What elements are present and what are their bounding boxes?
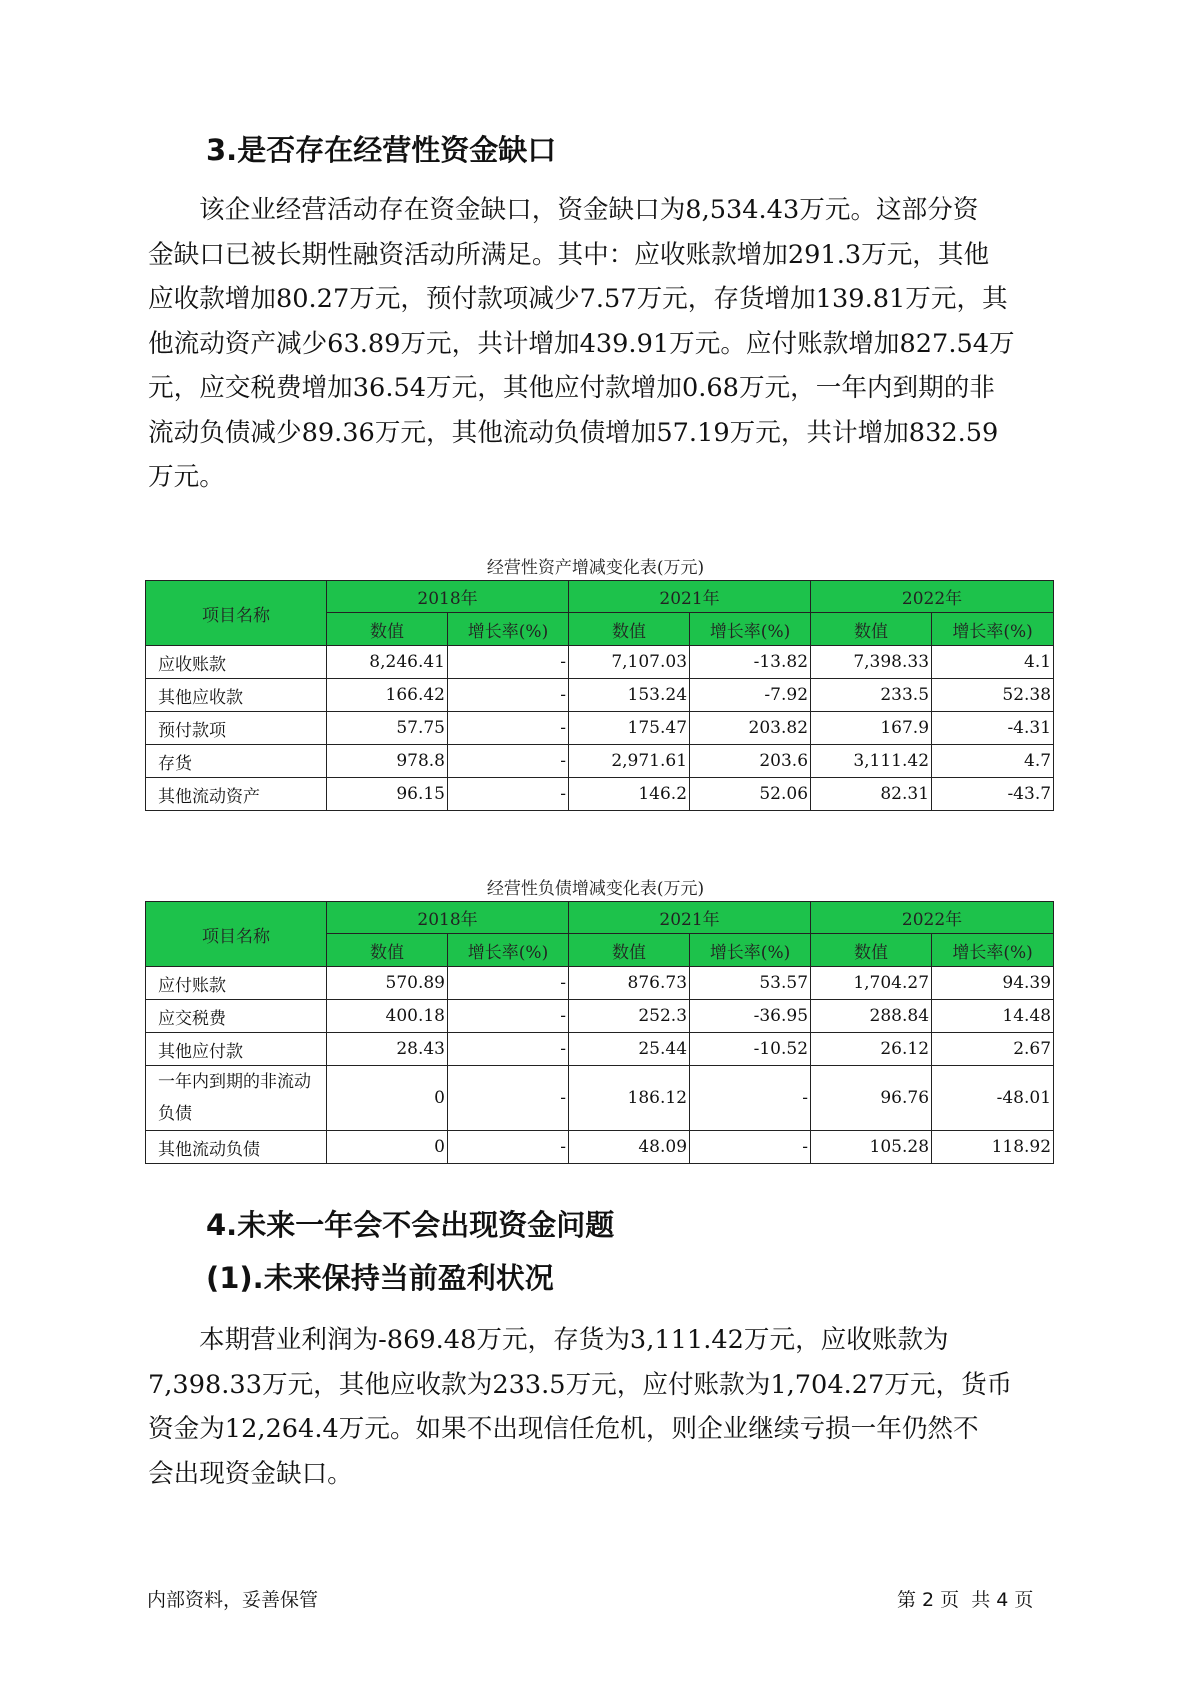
rate-header: 增长率(%) <box>448 934 569 967</box>
table-cell: 978.8 <box>327 745 448 778</box>
table-cell: 52.06 <box>690 778 811 811</box>
table-cell: 2.67 <box>932 1033 1054 1066</box>
table-cell: 57.75 <box>327 712 448 745</box>
table-cell: - <box>448 646 569 679</box>
table-cell: 28.43 <box>327 1033 448 1066</box>
table-cell: 167.9 <box>811 712 932 745</box>
paragraph-line: 会出现资金缺口。 <box>148 1458 353 1489</box>
table-cell: 7,398.33 <box>811 646 932 679</box>
asset-change-table <box>145 580 1054 811</box>
row-name: 其他应付款 <box>146 1033 327 1066</box>
value-header: 数值 <box>327 613 448 646</box>
table-cell: -4.31 <box>932 712 1054 745</box>
table-cell: 82.31 <box>811 778 932 811</box>
table-row <box>146 679 1054 712</box>
table-cell: -36.95 <box>690 1000 811 1033</box>
year-header: 2018年 <box>327 902 569 934</box>
table-row <box>146 778 1054 811</box>
table-header-row <box>146 581 1054 613</box>
table-cell: - <box>690 1066 811 1131</box>
year-header: 2018年 <box>327 581 569 613</box>
table-row <box>146 745 1054 778</box>
table-row <box>146 1000 1054 1033</box>
paragraph-line: 资金为12,264.4万元。如果不出现信任危机，则企业继续亏损一年仍然不 <box>148 1414 979 1444</box>
table-row <box>146 1131 1054 1164</box>
paragraph-line: 万元。 <box>148 462 225 492</box>
table-cell: -43.7 <box>932 778 1054 811</box>
table-cell: 0 <box>327 1066 448 1131</box>
table-header-row <box>146 902 1054 934</box>
table-cell: 4.7 <box>932 745 1054 778</box>
table-cell: 400.18 <box>327 1000 448 1033</box>
table-cell: - <box>448 967 569 1000</box>
table-cell: - <box>448 1000 569 1033</box>
rate-header: 增长率(%) <box>690 934 811 967</box>
table-cell: - <box>448 1033 569 1066</box>
table-cell: 14.48 <box>932 1000 1054 1033</box>
table-cell: 288.84 <box>811 1000 932 1033</box>
table-cell: 203.6 <box>690 745 811 778</box>
paragraph-line: 他流动资产减少63.89万元，共计增加439.91万元。应付账款增加827.54万 <box>148 328 1015 359</box>
table-cell: 7,107.03 <box>569 646 690 679</box>
section-4-heading: 4.未来一年会不会出现资金问题 <box>206 1208 615 1242</box>
table-cell: 186.12 <box>569 1066 690 1131</box>
row-name: 一年内到期的非流动负债 <box>146 1066 327 1131</box>
value-header: 数值 <box>569 934 690 967</box>
table-cell: 118.92 <box>932 1131 1054 1164</box>
footer-confidential-note: 内部资料，妥善保管 <box>147 1589 319 1611</box>
rate-header: 增长率(%) <box>932 934 1054 967</box>
section-3-paragraph <box>148 188 1048 500</box>
table-cell: 3,111.42 <box>811 745 932 778</box>
row-name: 其他流动负债 <box>146 1131 327 1164</box>
paragraph-line: 应收款增加80.27万元，预付款项减少7.57万元，存货增加139.81万元，其 <box>148 284 1008 314</box>
rate-header: 增长率(%) <box>448 613 569 646</box>
row-name: 其他应收款 <box>146 679 327 712</box>
table-cell: -48.01 <box>932 1066 1054 1131</box>
paragraph-line: 该企业经营活动存在资金缺口，资金缺口为8,534.43万元。这部分资 <box>199 195 979 225</box>
table-row <box>146 1066 1054 1131</box>
year-header: 2022年 <box>811 581 1054 613</box>
table-cell: 4.1 <box>932 646 1054 679</box>
table-cell: 94.39 <box>932 967 1054 1000</box>
year-header: 2021年 <box>569 902 811 934</box>
table-cell: - <box>690 1131 811 1164</box>
value-header: 数值 <box>811 934 932 967</box>
row-name: 其他流动资产 <box>146 778 327 811</box>
row-name: 应收账款 <box>146 646 327 679</box>
table-cell: 26.12 <box>811 1033 932 1066</box>
table-cell: 1,704.27 <box>811 967 932 1000</box>
table-row <box>146 1033 1054 1066</box>
row-name: 存货 <box>146 745 327 778</box>
section-4-subheading: (1).未来保持当前盈利状况 <box>206 1261 554 1295</box>
table-cell: 52.38 <box>932 679 1054 712</box>
row-name: 应交税费 <box>146 1000 327 1033</box>
year-header: 2022年 <box>811 902 1054 934</box>
year-header: 2021年 <box>569 581 811 613</box>
table-cell: 153.24 <box>569 679 690 712</box>
table-cell: 96.76 <box>811 1066 932 1131</box>
table-cell: - <box>448 1131 569 1164</box>
table-cell: - <box>448 679 569 712</box>
table-cell: - <box>448 778 569 811</box>
table-cell: -7.92 <box>690 679 811 712</box>
table-cell: 96.15 <box>327 778 448 811</box>
table-cell: 252.3 <box>569 1000 690 1033</box>
asset-table-caption: 经营性资产增减变化表(万元) <box>486 558 705 578</box>
table-row <box>146 967 1054 1000</box>
value-header: 数值 <box>327 934 448 967</box>
table-cell: - <box>448 712 569 745</box>
table-cell: 175.47 <box>569 712 690 745</box>
table-cell: - <box>448 1066 569 1131</box>
table-row <box>146 712 1054 745</box>
row-name: 应付账款 <box>146 967 327 1000</box>
footer-page-number: 第 2 页 共 4 页 <box>897 1589 1034 1611</box>
table-cell: 2,971.61 <box>569 745 690 778</box>
item-name-header: 项目名称 <box>146 581 327 646</box>
rate-header: 增长率(%) <box>690 613 811 646</box>
table-cell: 203.82 <box>690 712 811 745</box>
paragraph-line: 本期营业利润为-869.48万元，存货为3,111.42万元，应收账款为 <box>199 1325 949 1355</box>
table-cell: 166.42 <box>327 679 448 712</box>
paragraph-line: 7,398.33万元，其他应收款为233.5万元，应付账款为1,704.27万元，货币 <box>148 1369 1013 1400</box>
table-cell: 233.5 <box>811 679 932 712</box>
table-cell: 876.73 <box>569 967 690 1000</box>
table-cell: -13.82 <box>690 646 811 679</box>
table-row <box>146 646 1054 679</box>
liability-change-table <box>145 901 1054 1164</box>
table-cell: -10.52 <box>690 1033 811 1066</box>
table-cell: 8,246.41 <box>327 646 448 679</box>
liability-table-caption: 经营性负债增减变化表(万元) <box>486 879 705 899</box>
item-name-header: 项目名称 <box>146 902 327 967</box>
table-cell: - <box>448 745 569 778</box>
table-cell: 0 <box>327 1131 448 1164</box>
paragraph-line: 金缺口已被长期性融资活动所满足。其中：应收账款增加291.3万元，其他 <box>148 239 990 270</box>
table-cell: 146.2 <box>569 778 690 811</box>
rate-header: 增长率(%) <box>932 613 1054 646</box>
row-name: 预付款项 <box>146 712 327 745</box>
table-cell: 53.57 <box>690 967 811 1000</box>
section-4-paragraph <box>148 1318 1048 1496</box>
paragraph-line: 流动负债减少89.36万元，其他流动负债增加57.19万元，共计增加832.59 <box>148 417 999 448</box>
value-header: 数值 <box>811 613 932 646</box>
value-header: 数值 <box>569 613 690 646</box>
table-cell: 105.28 <box>811 1131 932 1164</box>
table-cell: 25.44 <box>569 1033 690 1066</box>
table-cell: 48.09 <box>569 1131 690 1164</box>
table-cell: 570.89 <box>327 967 448 1000</box>
paragraph-line: 元，应交税费增加36.54万元，其他应付款增加0.68万元，一年内到期的非 <box>148 373 995 403</box>
section-3-heading: 3.是否存在经营性资金缺口 <box>206 133 557 167</box>
